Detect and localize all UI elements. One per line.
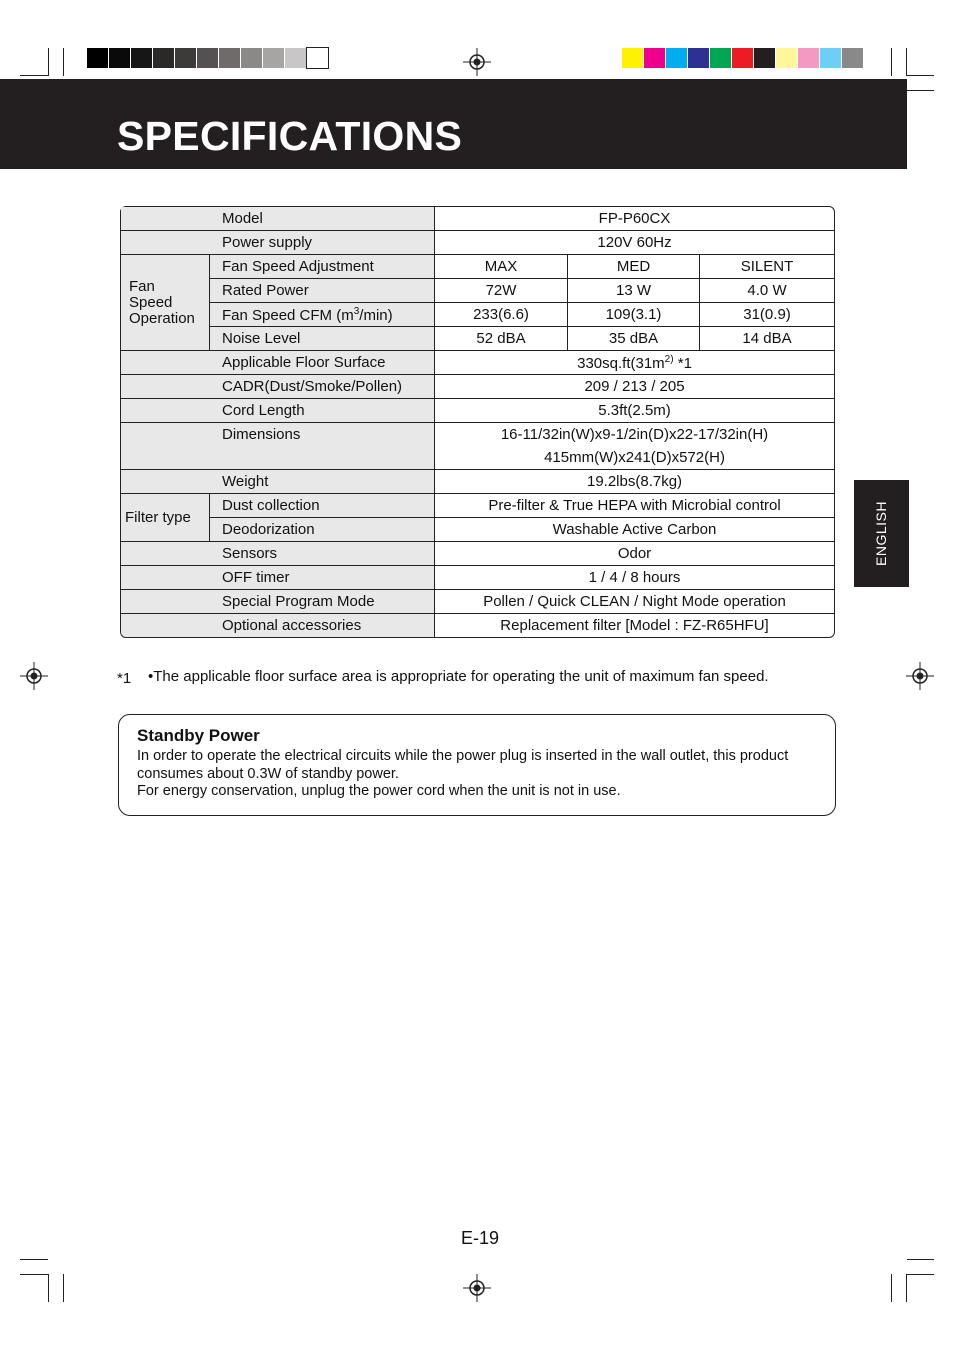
table-row	[121, 327, 834, 351]
registration-mark-bottom	[463, 1274, 491, 1302]
color-swatch	[710, 48, 731, 68]
gray-swatch	[87, 48, 108, 68]
table-row	[121, 542, 834, 566]
row-label: Noise Level	[210, 327, 435, 351]
dust-value: Pre-filter & True HEPA with Microbial control	[435, 494, 834, 518]
registration-mark-left	[20, 662, 48, 690]
row-label: Dust collection	[210, 494, 435, 518]
row-label: CADR(Dust/Smoke/Pollen)	[210, 375, 435, 399]
standby-power-text: In order to operate the electrical circuits while the power plug is inserted in the wall outlet, this product consumes about 0.3W of standby power. For energy conservation, unplug the power cord when the unit is not in use.	[137, 748, 789, 799]
cadr-value: 209 / 213 / 205	[435, 375, 834, 399]
color-swatch	[798, 48, 819, 68]
gray-swatch	[109, 48, 130, 68]
standby-power-title: Standby Power	[137, 726, 260, 745]
table-row	[121, 566, 834, 590]
color-swatch	[644, 48, 665, 68]
gray-swatch	[263, 48, 284, 68]
power-value: 120V 60Hz	[435, 231, 834, 255]
table-row	[121, 279, 834, 303]
sensors-value: Odor	[435, 542, 834, 566]
table-row	[121, 231, 834, 255]
accessories-value: Replacement filter [Model : FZ-R65HFU]	[500, 617, 769, 634]
row-label: Optional accessories	[210, 614, 435, 637]
color-swatch	[688, 48, 709, 68]
dimensions-value: 16-11/32in(W)x9-1/2in(D)x22-17/32in(H) 415mm(W)x241(D)x572(H)	[435, 423, 834, 470]
timer-value: 1 / 4 / 8 hours	[435, 566, 834, 590]
gray-swatch	[197, 48, 218, 68]
table-cell: 13 W	[568, 279, 700, 303]
row-label: Special Program Mode	[210, 590, 435, 614]
table-cell: 4.0 W	[700, 279, 834, 303]
page-number: E-19	[461, 1228, 500, 1248]
color-swatch	[842, 48, 863, 68]
table-row	[121, 494, 834, 518]
table-cell: 233(6.6)	[435, 303, 568, 327]
table-cell: 52 dBA	[435, 327, 568, 351]
row-label: Weight	[210, 470, 435, 494]
row-label: Model	[210, 207, 435, 231]
standby-power-box	[118, 714, 836, 816]
table-row	[121, 255, 834, 279]
table-cell: 14 dBA	[700, 327, 834, 351]
table-row	[121, 207, 834, 231]
cord-value: 5.3ft(2.5m)	[435, 399, 834, 423]
special-mode-value: Pollen / Quick CLEAN / Night Mode operation	[435, 590, 834, 614]
specifications-table	[120, 206, 835, 638]
table-row	[121, 351, 834, 375]
row-label: Deodorization	[210, 518, 435, 542]
table-row	[121, 399, 834, 423]
gray-swatch	[241, 48, 262, 68]
footnote-text: •The applicable floor surface area is appropriate for operating the unit of maximum fan speed.	[148, 668, 769, 685]
gray-swatch	[307, 48, 328, 68]
color-swatch	[754, 48, 775, 68]
gray-swatch	[153, 48, 174, 68]
language-tab	[854, 480, 909, 587]
footnote-mark: *1	[117, 670, 132, 687]
gray-swatch	[219, 48, 240, 68]
registration-mark-top	[463, 48, 491, 76]
registration-mark-right	[906, 662, 934, 690]
row-label: Rated Power	[210, 279, 435, 303]
table-row	[121, 423, 834, 470]
fan-speed-group-label: Fan Speed Operation	[121, 255, 210, 351]
color-swatch	[732, 48, 753, 68]
table-row	[121, 590, 834, 614]
row-label: Dimensions	[210, 423, 435, 470]
table-cell: 109(3.1)	[568, 303, 700, 327]
gray-swatch	[285, 48, 306, 68]
gray-swatch	[131, 48, 152, 68]
row-label: Power supply	[210, 231, 435, 255]
table-cell: 35 dBA	[568, 327, 700, 351]
model-value: FP-P60CX	[435, 207, 834, 231]
row-label: Applicable Floor Surface	[210, 351, 435, 375]
table-row	[121, 470, 834, 494]
table-cell: MAX	[435, 255, 568, 279]
floor-value: $330sq.ft(31m^{2)}$ *1	[435, 351, 834, 375]
color-swatch	[622, 48, 643, 68]
row-label: Fan Speed CFM $(m^3/\min)$	[210, 303, 435, 327]
color-swatch	[820, 48, 841, 68]
table-row	[121, 614, 834, 637]
row-label: Sensors	[210, 542, 435, 566]
footnote	[117, 668, 769, 685]
row-label: OFF timer	[210, 566, 435, 590]
table-cell: SILENT	[700, 255, 834, 279]
filter-type-group-label: Filter type	[121, 494, 210, 542]
row-label: Cord Length	[210, 399, 435, 423]
table-cell: 31(0.9)	[700, 303, 834, 327]
deodorization-value: Washable Active Carbon	[435, 518, 834, 542]
row-label: Fan Speed Adjustment	[210, 255, 435, 279]
table-row	[121, 303, 834, 327]
gray-swatch	[175, 48, 196, 68]
table-row	[121, 375, 834, 399]
weight-value: 19.2lbs(8.7kg)	[435, 470, 834, 494]
table-cell: 72W	[435, 279, 568, 303]
color-swatch	[666, 48, 687, 68]
table-cell: MED	[568, 255, 700, 279]
page-title: SPECIFICATIONS	[117, 113, 463, 159]
language-tab-label: ENGLISH	[873, 501, 889, 566]
color-swatch	[776, 48, 797, 68]
table-row	[121, 518, 834, 542]
